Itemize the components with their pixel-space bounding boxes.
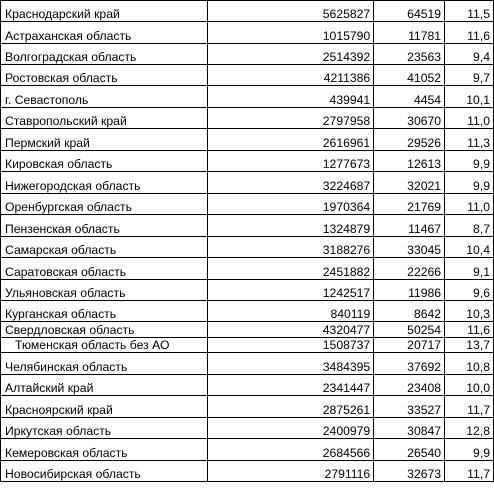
count-cell[interactable]: 23408	[374, 375, 445, 396]
count-cell[interactable]: 64519	[374, 1, 445, 22]
region-name-cell[interactable]: Тюменская область без АО	[1, 338, 208, 353]
region-name-cell[interactable]: г. Севастополь	[1, 86, 208, 108]
rate-cell[interactable]: 10,4	[445, 237, 494, 258]
table-row	[1, 396, 494, 418]
region-name-cell[interactable]: Астраханская область	[1, 22, 208, 44]
rate-cell[interactable]: 11,7	[445, 396, 494, 418]
population-cell[interactable]: 1242517	[207, 280, 373, 301]
region-name-cell[interactable]: Челябинская область	[1, 353, 208, 375]
count-cell[interactable]: 11986	[374, 280, 445, 301]
rate-cell[interactable]: 10,1	[445, 86, 494, 108]
count-cell[interactable]: 12613	[374, 151, 445, 172]
population-cell[interactable]: 1015790	[207, 22, 373, 44]
table-row	[1, 258, 494, 280]
rate-cell[interactable]: 9,9	[445, 439, 494, 461]
region-name-cell[interactable]: Алтайский край	[1, 375, 208, 396]
rate-cell[interactable]: 9,1	[445, 258, 494, 280]
region-name-cell[interactable]: Ставропольский край	[1, 108, 208, 129]
population-cell[interactable]: 2451882	[207, 258, 373, 280]
rate-cell[interactable]: 11,6	[445, 22, 494, 44]
rate-cell[interactable]: 9,6	[445, 280, 494, 301]
population-cell[interactable]: 3188276	[207, 237, 373, 258]
region-name-cell[interactable]: Нижегородская область	[1, 172, 208, 194]
rate-cell[interactable]: 11,6	[445, 322, 494, 338]
table-row	[1, 418, 494, 439]
population-cell[interactable]: 2400979	[207, 418, 373, 439]
population-cell[interactable]: 2684566	[207, 439, 373, 461]
population-cell[interactable]: 4320477	[207, 322, 373, 338]
table-row	[1, 44, 494, 65]
region-name-cell[interactable]: Курганская область	[1, 301, 208, 322]
rate-cell[interactable]: 11,7	[445, 461, 494, 482]
table-row	[1, 108, 494, 129]
count-cell[interactable]: 23563	[374, 44, 445, 65]
region-name-cell[interactable]: Волгоградская область	[1, 44, 208, 65]
population-cell[interactable]: 2791116	[207, 461, 373, 482]
table-row	[1, 151, 494, 172]
population-cell[interactable]: 2514392	[207, 44, 373, 65]
table-row	[1, 280, 494, 301]
region-name-cell[interactable]: Пермский край	[1, 129, 208, 151]
rate-cell[interactable]: 11,5	[445, 1, 494, 22]
rate-cell[interactable]: 9,4	[445, 44, 494, 65]
population-cell[interactable]: 2341447	[207, 375, 373, 396]
population-cell[interactable]: 5625827	[207, 1, 373, 22]
region-name-cell[interactable]: Красноярский край	[1, 396, 208, 418]
count-cell[interactable]: 4454	[374, 86, 445, 108]
rate-cell[interactable]: 12,8	[445, 418, 494, 439]
population-cell[interactable]: 2616961	[207, 129, 373, 151]
region-name-cell[interactable]: Саратовская область	[1, 258, 208, 280]
region-name-cell[interactable]: Новосибирская область	[1, 461, 208, 482]
count-cell[interactable]: 37692	[374, 353, 445, 375]
table-row	[1, 461, 494, 482]
count-cell[interactable]: 30670	[374, 108, 445, 129]
rate-cell[interactable]: 9,9	[445, 151, 494, 172]
region-name-cell[interactable]: Кировская область	[1, 151, 208, 172]
population-cell[interactable]: 3224687	[207, 172, 373, 194]
rate-cell[interactable]: 9,9	[445, 172, 494, 194]
table-row	[1, 215, 494, 237]
count-cell[interactable]: 41052	[374, 65, 445, 86]
count-cell[interactable]: 8642	[374, 301, 445, 322]
table-row	[1, 237, 494, 258]
rate-cell[interactable]: 10,8	[445, 353, 494, 375]
rate-cell[interactable]: 9,7	[445, 65, 494, 86]
region-name-cell[interactable]: Самарская область	[1, 237, 208, 258]
count-cell[interactable]: 33045	[374, 237, 445, 258]
population-cell[interactable]: 1277673	[207, 151, 373, 172]
population-cell[interactable]: 2875261	[207, 396, 373, 418]
table-row	[1, 375, 494, 396]
population-cell[interactable]: 1508737	[207, 338, 373, 353]
table-row	[1, 1, 494, 22]
rate-cell[interactable]: 13,7	[445, 338, 494, 353]
region-name-cell[interactable]: Ульяновская область	[1, 280, 208, 301]
rate-cell[interactable]: 10,0	[445, 375, 494, 396]
table-row	[1, 439, 494, 461]
count-cell[interactable]: 11781	[374, 22, 445, 44]
rate-cell[interactable]: 11,0	[445, 108, 494, 129]
region-name-cell[interactable]: Оренбургская область	[1, 194, 208, 215]
table-row	[1, 353, 494, 375]
table-row	[1, 338, 494, 353]
count-cell[interactable]: 30847	[374, 418, 445, 439]
region-name-cell[interactable]: Пензенская область	[1, 215, 208, 237]
rate-cell[interactable]: 11,3	[445, 129, 494, 151]
rate-cell[interactable]: 8,7	[445, 215, 494, 237]
region-name-cell[interactable]: Краснодарский край	[1, 1, 208, 22]
population-cell[interactable]: 1970364	[207, 194, 373, 215]
population-cell[interactable]: 840119	[207, 301, 373, 322]
table-row	[1, 172, 494, 194]
population-cell[interactable]: 3484395	[207, 353, 373, 375]
table-row	[1, 322, 494, 338]
table-row	[1, 194, 494, 215]
table-row	[1, 301, 494, 322]
count-cell[interactable]: 26540	[374, 439, 445, 461]
region-name-cell[interactable]: Кемеровская область	[1, 439, 208, 461]
rate-cell[interactable]: 11,0	[445, 194, 494, 215]
population-cell[interactable]: 439941	[207, 86, 373, 108]
table-row	[1, 129, 494, 151]
population-cell[interactable]: 1324879	[207, 215, 373, 237]
count-cell[interactable]: 22266	[374, 258, 445, 280]
count-cell[interactable]: 32673	[374, 461, 445, 482]
count-cell[interactable]: 20717	[374, 338, 445, 353]
table-row	[1, 86, 494, 108]
table-row	[1, 22, 494, 44]
rate-cell[interactable]: 10,3	[445, 301, 494, 322]
region-name-cell[interactable]: Свердловская область	[1, 322, 208, 338]
count-cell[interactable]: 29526	[374, 129, 445, 151]
count-cell[interactable]: 50254	[374, 322, 445, 338]
count-cell[interactable]: 11467	[374, 215, 445, 237]
population-cell[interactable]: 2797958	[207, 108, 373, 129]
count-cell[interactable]: 32021	[374, 172, 445, 194]
count-cell[interactable]: 33527	[374, 396, 445, 418]
region-name-cell[interactable]: Ростовская область	[1, 65, 208, 86]
region-name-cell[interactable]: Иркутская область	[1, 418, 208, 439]
population-cell[interactable]: 4211386	[207, 65, 373, 86]
table-row	[1, 65, 494, 86]
table-body	[1, 1, 494, 482]
count-cell[interactable]: 21769	[374, 194, 445, 215]
